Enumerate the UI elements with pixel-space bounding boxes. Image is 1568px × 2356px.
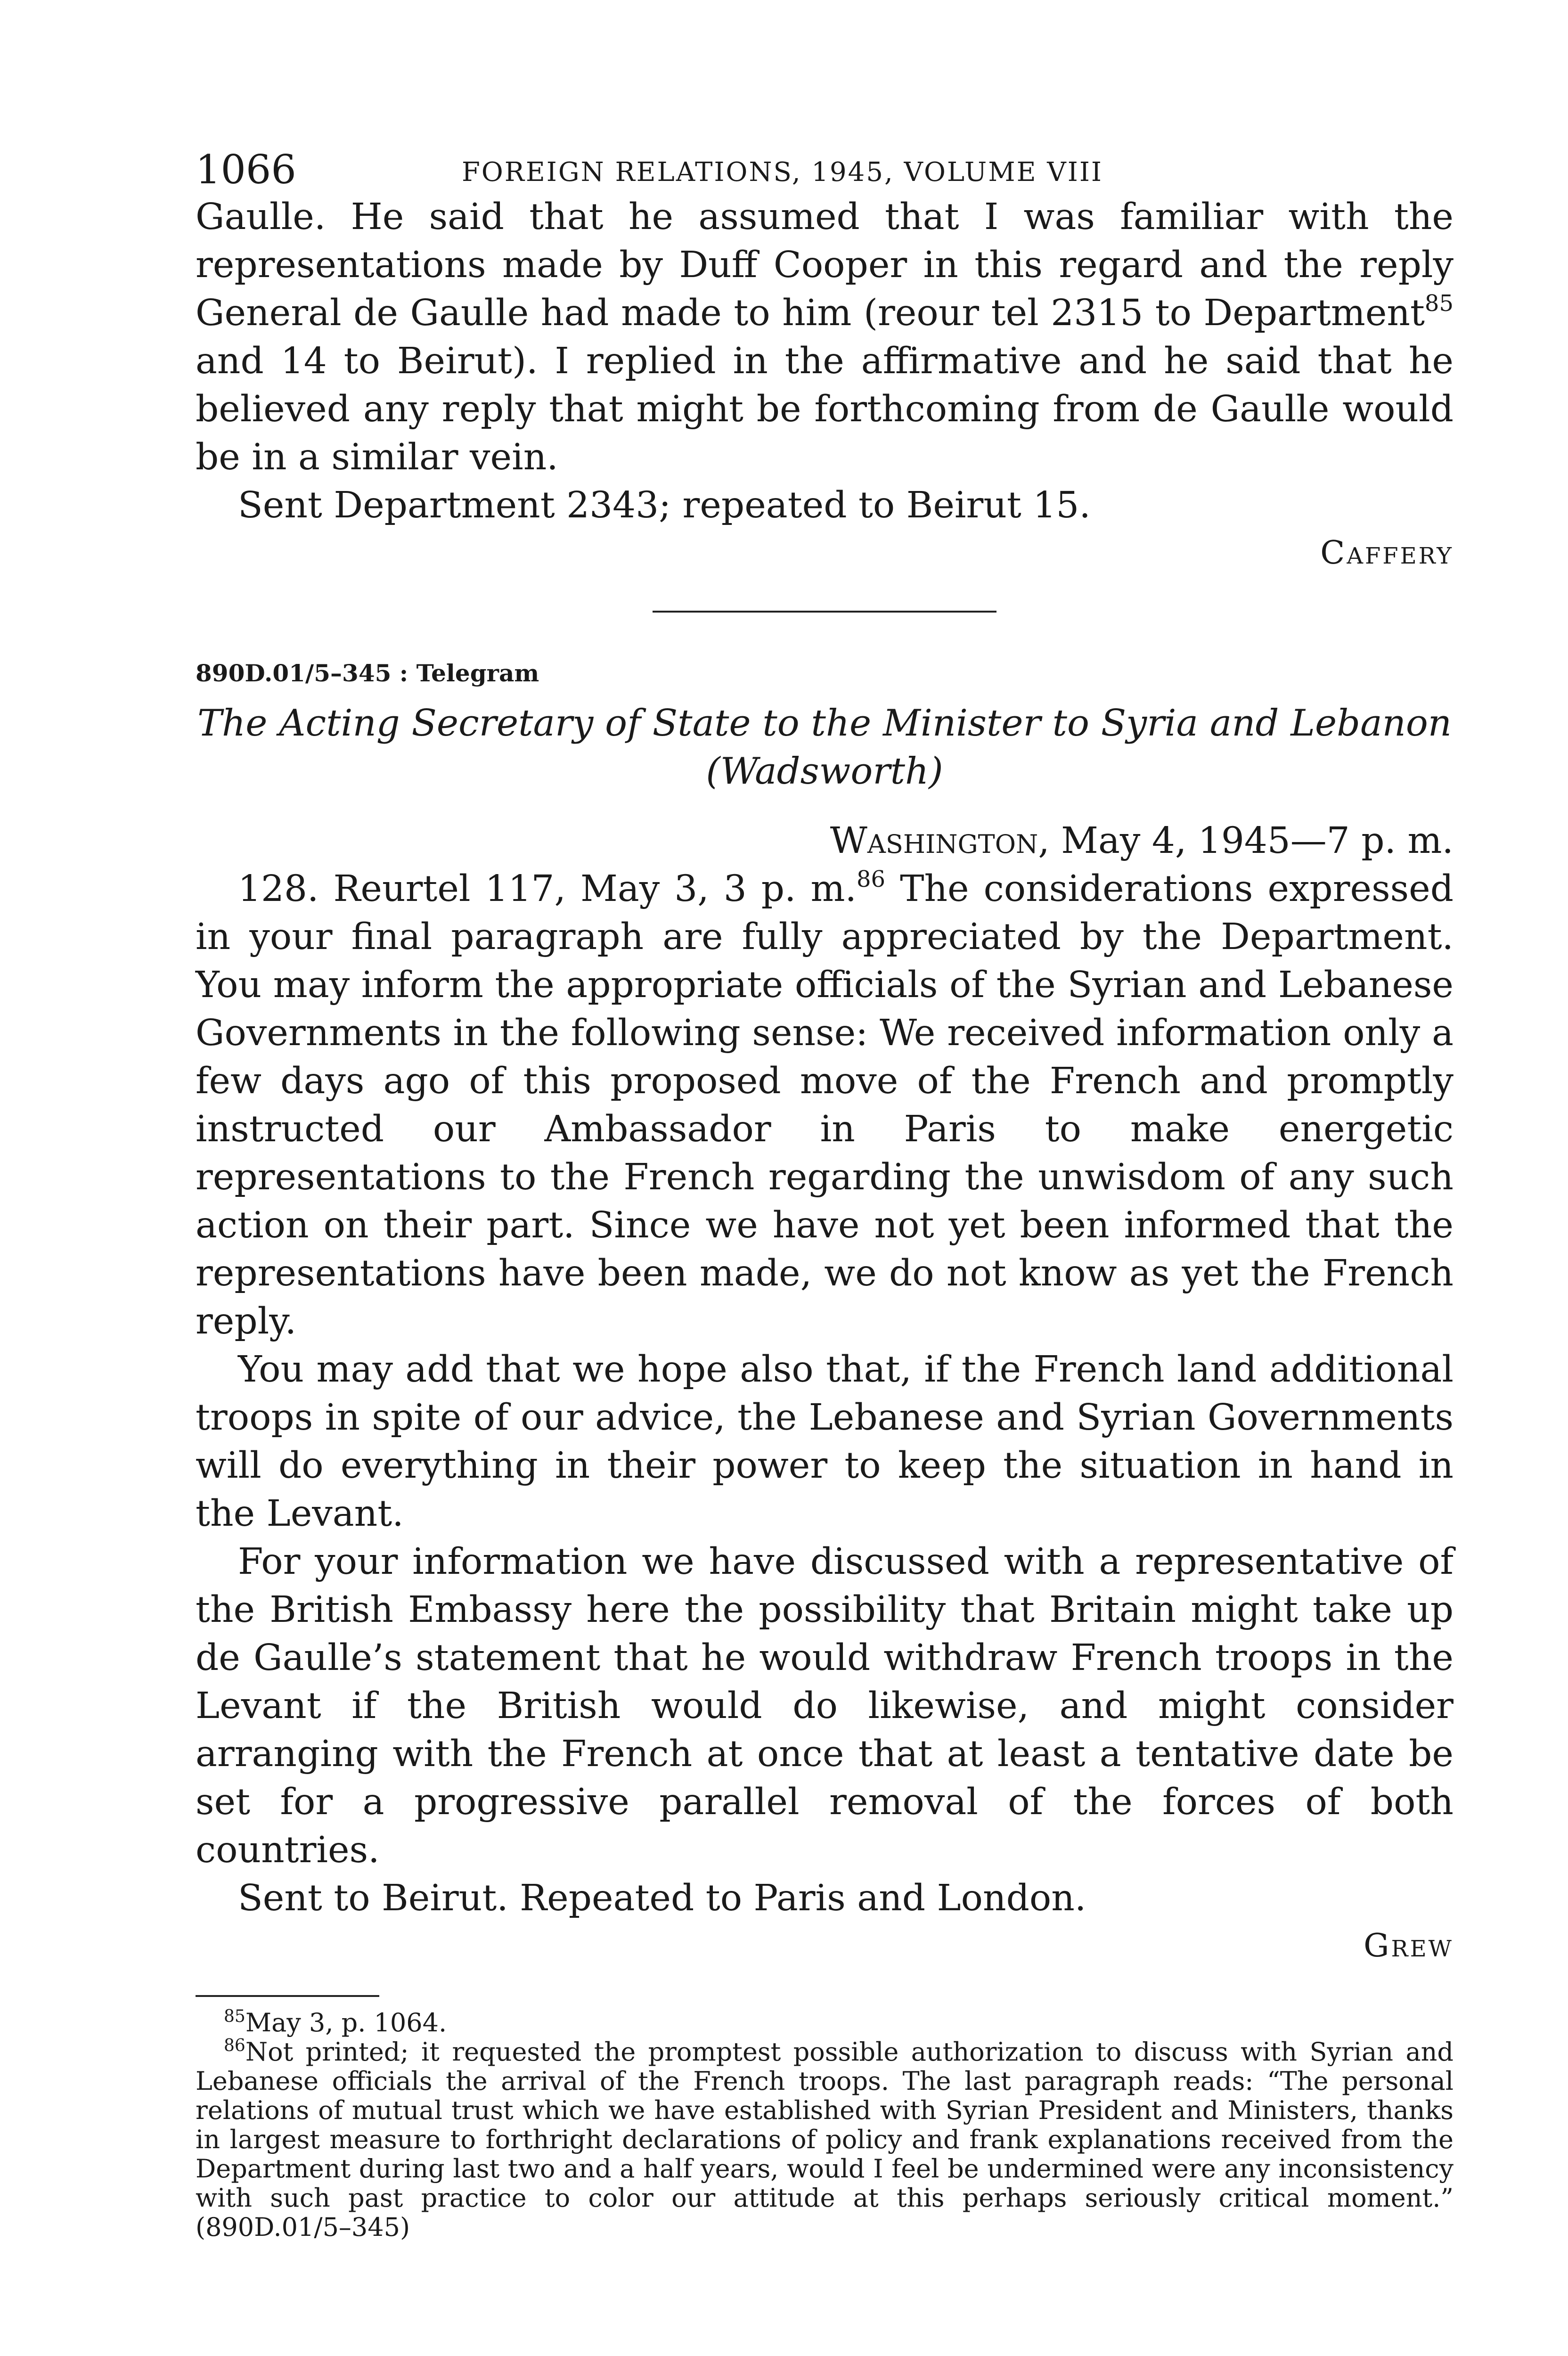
running-title: FOREIGN RELATIONS, 1945, VOLUME VIII: [462, 157, 1103, 188]
file-reference: 890D.01/5–345 : Telegram: [196, 659, 539, 687]
document-page: [196, 141, 1454, 2242]
heading-line-2: (Wadsworth): [706, 750, 943, 793]
paragraph-text: Gaulle. He said that he assumed that I was familiar with the representations made by Duff Cooper in this regard and the reply General de Gaulle had made to him (reour tel 2315 to Department: [196, 196, 1454, 334]
telegram-paragraph-3: For your information we have discussed with a representative of the British Embassy here the possibility that Britain might take up de Gaulle’s statement that he would withdraw French troops in the Levant if the British would do likewise, and might consider arranging with the French at once that at least a tentative date be set for a progressive parallel removal of the forces of both countries.: [196, 1541, 1454, 1871]
paragraph-text: 128. Reurtel 117, May 3, 3 p. m.: [238, 868, 857, 910]
footnote-mark-86: 86: [224, 2036, 245, 2055]
continued-paragraph: [196, 193, 1454, 482]
footnote-ref-85: 85: [1424, 290, 1454, 317]
paragraph-text: The considerations expressed in your final paragraph are fully appreciated by the Department. You may inform the appropriate officials of the Syrian and Lebanese Governments in the following sense: We received information only a few days ago of this proposed move of the French and promptly instructed our Ambassador in Paris to make energetic representations to the French regarding the unwisdom of any such action on their part. Since we have not yet been informed that the representations have been made, we do not know as yet the French reply.: [196, 868, 1454, 1342]
heading-line-1: The Acting Secretary of State to the Minister to Syria and Lebanon: [197, 702, 1452, 744]
sent-line: Sent Department 2343; repeated to Beirut 15.: [238, 484, 1091, 526]
telegram-paragraph-4: Sent to Beirut. Repeated to Paris and London.: [238, 1877, 1086, 1919]
footnote-86: [196, 2037, 1454, 2242]
telegram-paragraph-1: [196, 865, 1454, 1346]
page-number: 1066: [196, 147, 296, 193]
dateline: [196, 817, 1454, 865]
footnote-text: May 3, p. 1064.: [245, 2008, 447, 2037]
paragraph-text: and 14 to Beirut). I replied in the affirmative and he said that he believed any reply that might be forthcoming from de Gaulle would be in a similar vein.: [196, 340, 1454, 478]
dateline-place: Washington: [830, 820, 1038, 862]
signature-caffery: Caffery: [1320, 534, 1454, 572]
section-divider: [653, 611, 996, 613]
running-header: [196, 141, 1454, 193]
telegram-paragraph-2: You may add that we hope also that, if the French land additional troops in spite of our advice, the Lebanese and Syrian Governments will do everything in their power to keep the situation in hand in the Levant.: [196, 1349, 1454, 1535]
footnote-mark-85: 85: [224, 2007, 245, 2026]
document-heading: [196, 699, 1454, 795]
signature-grew: Grew: [1364, 1927, 1454, 1964]
dateline-date: , May 4, 1945—7 p. m.: [1038, 820, 1454, 862]
footnote-85: [196, 2008, 1454, 2037]
footnote-text: Not printed; it requested the promptest possible authorization to discuss with Syrian and Lebanese officials the arrival of the French troops. The last paragraph reads: “The personal relations of mutual trust which we have established with Syrian President and Ministers, thanks in largest measure to forthright declarations of policy and frank explanations received from the Department during last two and a half years, would I feel be undermined were any inconsistency with such past practice to color our attitude at this perhaps seriously critical moment.” (890D.01/5–345): [196, 2037, 1454, 2242]
footnote-ref-86: 86: [857, 866, 886, 892]
footnote-divider: [196, 1995, 379, 1997]
